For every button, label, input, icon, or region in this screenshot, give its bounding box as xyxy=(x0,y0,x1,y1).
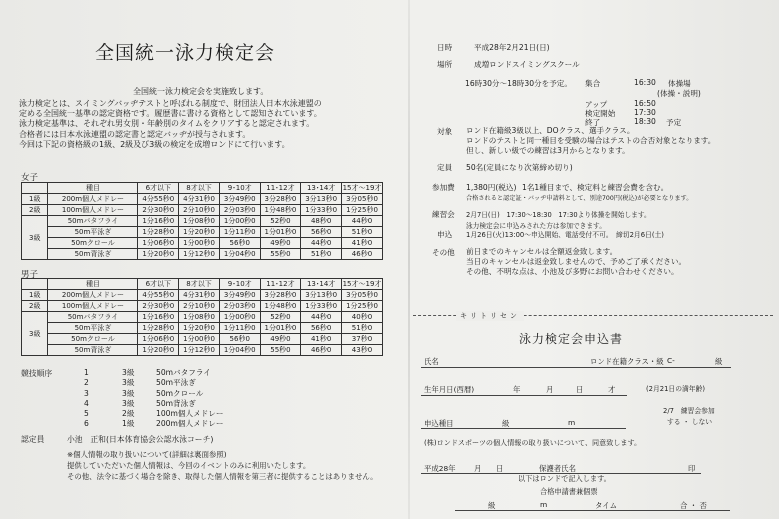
time-cell: 49秒0 xyxy=(260,334,301,345)
event-order-event: 50mクロール xyxy=(156,388,204,398)
form-practice-note: 2/7 練習会参加 xyxy=(663,407,715,415)
event-order-list xyxy=(84,368,223,430)
time-cell: 3分49秒0 xyxy=(219,290,260,301)
table-row xyxy=(22,216,383,227)
event-order-item xyxy=(84,419,223,429)
event-order-grade: 3級 xyxy=(122,388,135,398)
form-practice-choice[interactable]: する ・ しない xyxy=(667,418,713,426)
column-header: 11･12才 xyxy=(260,183,301,194)
time-cell: 49秒0 xyxy=(260,238,301,249)
male-section-label: 男子 xyxy=(21,270,39,280)
intro-line: 定める全国統一基準の認定資格です。履歴書に書ける資格として認知されています。 xyxy=(19,109,322,119)
time-cell: 3分13秒0 xyxy=(301,290,342,301)
table-header-row xyxy=(22,183,383,194)
time-cell: 2分10秒0 xyxy=(179,301,220,312)
time-cell: 51秒0 xyxy=(341,227,382,238)
target-line: ロンドのテストと同一種目を受験の場合はテストの合否対象となります。 xyxy=(466,135,716,145)
certifier-name: 小池 正和(日本体育協会公認水泳コーチ) xyxy=(67,435,214,444)
time-cell: 1分48秒0 xyxy=(260,205,301,216)
time-cell: 1分08秒0 xyxy=(179,312,220,323)
column-header: 8才以下 xyxy=(179,183,220,194)
column-header: 15才～19才 xyxy=(342,184,382,192)
time-cell: 1分01秒0 xyxy=(260,323,301,334)
other-line: その他、不明な点は、小池及び多野にお問い合わせください。 xyxy=(466,267,679,277)
form-age-note: (2月21日の満年齢) xyxy=(646,385,706,393)
time-cell: 1分16秒0 xyxy=(138,216,179,227)
end-label: 終了 xyxy=(585,118,601,127)
table-row xyxy=(22,323,383,334)
time-cell: 4分31秒0 xyxy=(179,290,220,301)
column-header: 13･14才 xyxy=(301,279,342,290)
table-row xyxy=(22,205,383,216)
apply-value: 1月26日(火)13:00～申込開始、電話受付不可。 締切2月6日(土) xyxy=(466,231,664,239)
form-birth-month: 月 xyxy=(546,385,554,394)
table-row xyxy=(22,301,383,312)
event-order-item xyxy=(84,368,223,378)
privacy-line: ※個人情報の取り扱いについて(詳細は裏面参照) xyxy=(67,450,227,459)
time-cell: 1分20秒0 xyxy=(179,227,220,238)
capacity-label: 定員 xyxy=(437,163,453,172)
form-birth-year: 年 xyxy=(513,385,521,394)
time-cell: 3分49秒0 xyxy=(219,194,260,205)
place-value: 成増ロンドスイミングスクール xyxy=(474,60,580,69)
time-cell: 3分28秒0 xyxy=(260,194,301,205)
certifier-label: 認定員 xyxy=(21,435,45,444)
time-cell: 56秒0 xyxy=(219,238,260,249)
date-value: 平成28年2月21日(日) xyxy=(474,43,550,52)
table-row xyxy=(22,194,383,205)
event-order-item xyxy=(84,389,223,399)
fee-label: 参加費 xyxy=(432,183,455,192)
form-event-label: 申込種目 xyxy=(424,419,454,428)
meet-time: 16:30 xyxy=(634,78,656,87)
event-order-grade: 3級 xyxy=(122,378,135,388)
event-order-event: 100m個人メドレー xyxy=(156,409,224,419)
female-standards-table xyxy=(21,182,383,260)
privacy-line: 提供していただいた個人情報は、今回のイベントのみに利用いたします。 xyxy=(67,461,311,471)
time-cell: 52秒0 xyxy=(260,312,301,323)
form-guardian-label: 保護者氏名 xyxy=(539,464,576,473)
form-age-unit: 才 xyxy=(608,385,616,394)
form-birth-label: 生年月日(西暦) xyxy=(424,385,475,394)
event-order-number: 5 xyxy=(84,409,89,419)
event-order-item xyxy=(84,399,223,409)
other-line: 前日までのキャンセルは全額返金致します。 xyxy=(466,247,618,256)
result-kyu: 級 xyxy=(488,501,496,510)
practice-detail: 泳力検定会に申込みされた方は参加できます。 xyxy=(466,222,606,230)
time-cell: 1分33秒0 xyxy=(301,301,342,312)
time-cell: 46秒0 xyxy=(301,345,342,356)
time-cell: 56秒0 xyxy=(301,227,342,238)
event-order-event: 50m平泳ぎ xyxy=(156,378,196,388)
table-header-row xyxy=(22,279,383,290)
target-label: 対象 xyxy=(437,127,453,136)
time-cell: 52秒0 xyxy=(260,216,301,227)
time-cell: 1分00秒0 xyxy=(179,238,220,249)
place-label: 場所 xyxy=(437,60,453,69)
form-date-day: 日 xyxy=(496,464,504,473)
time-cell: 37秒0 xyxy=(341,334,382,345)
time-cell: 1分00秒0 xyxy=(219,312,260,323)
form-class-label: ロンド在籍クラス・級 xyxy=(590,357,664,366)
event-cell: 100m個人メドレー xyxy=(48,301,138,312)
table-row xyxy=(22,249,383,260)
intro-line: 今回は下記の資格級の1級、2級及び3級の検定を成増ロンドにて行います。 xyxy=(19,139,290,149)
apply-label: 申込 xyxy=(437,230,453,239)
result-pass: 合 ・ 否 xyxy=(680,501,707,510)
date-label: 日時 xyxy=(437,43,453,52)
column-header: 11･12才 xyxy=(260,279,301,290)
table-row xyxy=(22,345,383,356)
form-class-kyu: 級 xyxy=(715,357,723,366)
time-cell: 48秒0 xyxy=(301,216,342,227)
time-cell: 2分10秒0 xyxy=(179,205,220,216)
event-cell: 50mバタフライ xyxy=(48,312,138,323)
time-cell: 3分05秒0 xyxy=(341,194,382,205)
meet-label: 集合 xyxy=(585,79,601,88)
event-cell: 50mバタフライ xyxy=(48,216,138,227)
time-cell: 3分13秒0 xyxy=(301,194,342,205)
time-cell: 2分03秒0 xyxy=(219,301,260,312)
table-row xyxy=(22,334,383,345)
time-cell: 1分20秒0 xyxy=(179,323,220,334)
event-order-item xyxy=(84,409,223,419)
target-text xyxy=(466,126,715,155)
time-cell: 2分03秒0 xyxy=(219,205,260,216)
event-order-item xyxy=(84,378,223,388)
order-label: 競技順序 xyxy=(21,369,53,378)
result-underline xyxy=(455,510,730,511)
result-meter: m xyxy=(540,500,548,509)
page-fold xyxy=(408,0,410,519)
time-cell: 2分30秒0 xyxy=(138,205,179,216)
event-cell: 50mクロール xyxy=(48,334,138,345)
time-cell: 1分25秒0 xyxy=(341,301,382,312)
other-line: 当日のキャンセルは返金致しませんので、予めご了承ください。 xyxy=(466,257,687,267)
time-cell: 1分06秒0 xyxy=(138,334,179,345)
target-line: ロンド在籍級3級以上、DOクラス、選手クラス。 xyxy=(466,126,635,135)
fee-note: 合格されると認定証・バッヂ申請料として、別途700円(税込)が必要となります。 xyxy=(466,195,693,202)
document-title: 全国統一泳力検定会 xyxy=(95,42,276,64)
meet-desc-detail: (体操・説明) xyxy=(657,89,701,98)
table-row xyxy=(22,290,383,301)
time-cell: 1分04秒0 xyxy=(219,249,260,260)
fee-desc: 1名1種目まで、検定料と練習会費を含む。 xyxy=(522,183,669,192)
event-order-grade: 3級 xyxy=(122,398,135,408)
table-row xyxy=(22,227,383,238)
column-header: 6才以下 xyxy=(138,183,179,194)
warmup-time: 16:50 xyxy=(634,99,656,108)
time-cell: 1分11秒0 xyxy=(219,227,260,238)
time-cell: 1分48秒0 xyxy=(260,301,301,312)
event-order-event: 50mバタフライ xyxy=(156,368,211,377)
event-cell: 200m個人メドレー xyxy=(48,194,138,205)
column-header: 9･10才 xyxy=(219,183,260,194)
event-cell: 100m個人メドレー xyxy=(48,205,138,216)
time-cell: 1分12秒0 xyxy=(179,345,220,356)
male-standards-table xyxy=(21,278,383,356)
grade-cell: 1級 xyxy=(22,290,48,301)
time-cell: 51秒0 xyxy=(301,249,342,260)
form-date-prefix: 平成28年 xyxy=(424,464,456,473)
end-time: 18:30 xyxy=(634,117,656,126)
form-birth-day: 日 xyxy=(576,385,584,394)
column-header: 15才～19才 xyxy=(342,280,382,288)
time-cell: 41秒0 xyxy=(301,334,342,345)
form-seal-label: 印 xyxy=(688,464,696,473)
other-text xyxy=(466,247,686,278)
grade-cell: 2級 xyxy=(22,301,48,312)
time-cell: 1分12秒0 xyxy=(179,249,220,260)
intro-paragraph xyxy=(19,99,322,150)
form-name-label: 氏名 xyxy=(424,357,439,366)
cut-line-label: キリトリセン xyxy=(456,311,524,321)
event-order-event: 50m背泳ぎ xyxy=(156,398,196,408)
time-cell: 4分55秒0 xyxy=(138,290,179,301)
practice-label: 練習会 xyxy=(432,210,455,219)
time-cell: 55秒0 xyxy=(260,249,301,260)
other-label: その他 xyxy=(432,248,455,257)
event-cell: 50m背泳ぎ xyxy=(48,249,138,260)
header-blank-cell xyxy=(22,183,48,194)
start-label: 検定開始 xyxy=(585,109,616,118)
time-cell: 44秒0 xyxy=(301,238,342,249)
lead-text: 全国統一泳力検定会を実施致します。 xyxy=(133,87,269,96)
time-cell: 4分31秒0 xyxy=(179,194,220,205)
form-staff-note: 以下はロンドで記入します。 xyxy=(518,474,611,483)
time-cell: 1分20秒0 xyxy=(138,345,179,356)
meet-desc: 体操場 xyxy=(668,79,691,88)
form-date-month: 月 xyxy=(474,464,482,473)
time-cell: 44秒0 xyxy=(341,216,382,227)
time-cell: 1分00秒0 xyxy=(219,216,260,227)
time-value: 16時30分～18時30分を予定。 xyxy=(465,79,572,88)
form-title: 泳力検定会申込書 xyxy=(519,332,624,346)
column-header: 種目 xyxy=(48,279,138,290)
grade-cell: 3級 xyxy=(22,216,48,260)
time-cell: 1分01秒0 xyxy=(260,227,301,238)
event-cell: 50mクロール xyxy=(48,238,138,249)
event-order-grade: 2級 xyxy=(122,409,135,419)
time-cell: 55秒0 xyxy=(260,345,301,356)
event-order-number: 6 xyxy=(84,419,89,429)
female-section-label: 女子 xyxy=(21,173,39,183)
result-time: タイム xyxy=(595,501,618,510)
intro-line: 泳力検定基準は、それぞれ男女別・年齢別のタイムをクリアすると認定されます。 xyxy=(19,119,315,129)
time-cell: 1分00秒0 xyxy=(179,334,220,345)
time-cell: 46秒0 xyxy=(341,249,382,260)
capacity-value: 50名(定員になり次第締め切り) xyxy=(466,163,573,172)
event-cell: 200m個人メドレー xyxy=(48,290,138,301)
event-cell: 50m背泳ぎ xyxy=(48,345,138,356)
time-cell: 1分16秒0 xyxy=(138,312,179,323)
privacy-line: その他、法令に基づく場合を除き、取得した個人情報を第三者に提供することはありません。 xyxy=(67,472,378,482)
event-order-number: 1 xyxy=(84,368,89,377)
time-cell: 1分11秒0 xyxy=(219,323,260,334)
form-privacy-consent: (株)ロンドスポーツの個人情報の取り扱いについて、同意致します。 xyxy=(424,438,642,447)
column-header: 8才以下 xyxy=(179,279,220,290)
form-event-kyu: 級 xyxy=(502,419,510,428)
result-title: 合格申請書兼個票 xyxy=(540,487,598,496)
time-cell: 1分28秒0 xyxy=(138,227,179,238)
name-underline xyxy=(421,367,731,368)
table-row xyxy=(22,238,383,249)
column-header: 6才以下 xyxy=(138,279,179,290)
grade-cell: 3級 xyxy=(22,312,48,356)
form-event-meter: m xyxy=(568,418,576,427)
intro-line: 合格者には日本水泳連盟の認定書と認定バッヂが授与されます。 xyxy=(19,129,251,139)
grade-cell: 2級 xyxy=(22,205,48,216)
time-cell: 1分06秒0 xyxy=(138,238,179,249)
fee-value: 1,380円(税込) xyxy=(466,183,517,192)
time-cell: 2分30秒0 xyxy=(138,301,179,312)
time-cell: 56秒0 xyxy=(301,323,342,334)
privacy-note xyxy=(67,449,378,483)
event-underline xyxy=(421,428,626,429)
birth-underline xyxy=(421,395,627,396)
form-class-c: C- xyxy=(667,356,675,365)
practice-value: 2月7日(日) 17:30～18:30 17:30より体操を開始します。 xyxy=(466,211,651,219)
time-cell: 56秒0 xyxy=(219,334,260,345)
event-order-grade: 1級 xyxy=(122,419,135,429)
event-order-event: 200m個人メドレー xyxy=(156,419,224,429)
time-cell: 41秒0 xyxy=(341,238,382,249)
grade-cell: 1級 xyxy=(22,194,48,205)
event-order-number: 3 xyxy=(84,388,89,398)
event-order-number: 4 xyxy=(84,398,89,408)
time-cell: 1分28秒0 xyxy=(138,323,179,334)
time-cell: 1分04秒0 xyxy=(219,345,260,356)
column-header: 9･10才 xyxy=(219,279,260,290)
time-cell: 4分55秒0 xyxy=(138,194,179,205)
event-order-number: 2 xyxy=(84,378,89,388)
time-cell: 1分33秒0 xyxy=(301,205,342,216)
header-blank-cell xyxy=(22,279,48,290)
time-cell: 1分20秒0 xyxy=(138,249,179,260)
time-cell: 51秒0 xyxy=(341,323,382,334)
event-order-grade: 3級 xyxy=(122,368,135,377)
event-cell: 50m平泳ぎ xyxy=(48,323,138,334)
table-row xyxy=(22,312,383,323)
intro-line: 泳力検定とは、スイミングバッヂテストと呼ばれる制度で、財団法人日本水泳連盟の xyxy=(19,99,322,108)
target-line: 但し、新しい級での練習は3月からとなります。 xyxy=(466,145,630,155)
end-note: 予定 xyxy=(666,118,682,127)
time-cell: 3分05秒0 xyxy=(341,290,382,301)
time-cell: 40秒0 xyxy=(341,312,382,323)
start-time: 17:30 xyxy=(634,108,656,117)
warmup-label: アップ xyxy=(585,100,608,109)
column-header: 種目 xyxy=(48,183,138,194)
time-cell: 43秒0 xyxy=(341,345,382,356)
column-header: 13･14才 xyxy=(301,183,342,194)
event-cell: 50m平泳ぎ xyxy=(48,227,138,238)
time-cell: 1分08秒0 xyxy=(179,216,220,227)
time-cell: 3分28秒0 xyxy=(260,290,301,301)
time-cell: 44秒0 xyxy=(301,312,342,323)
time-cell: 1分25秒0 xyxy=(341,205,382,216)
